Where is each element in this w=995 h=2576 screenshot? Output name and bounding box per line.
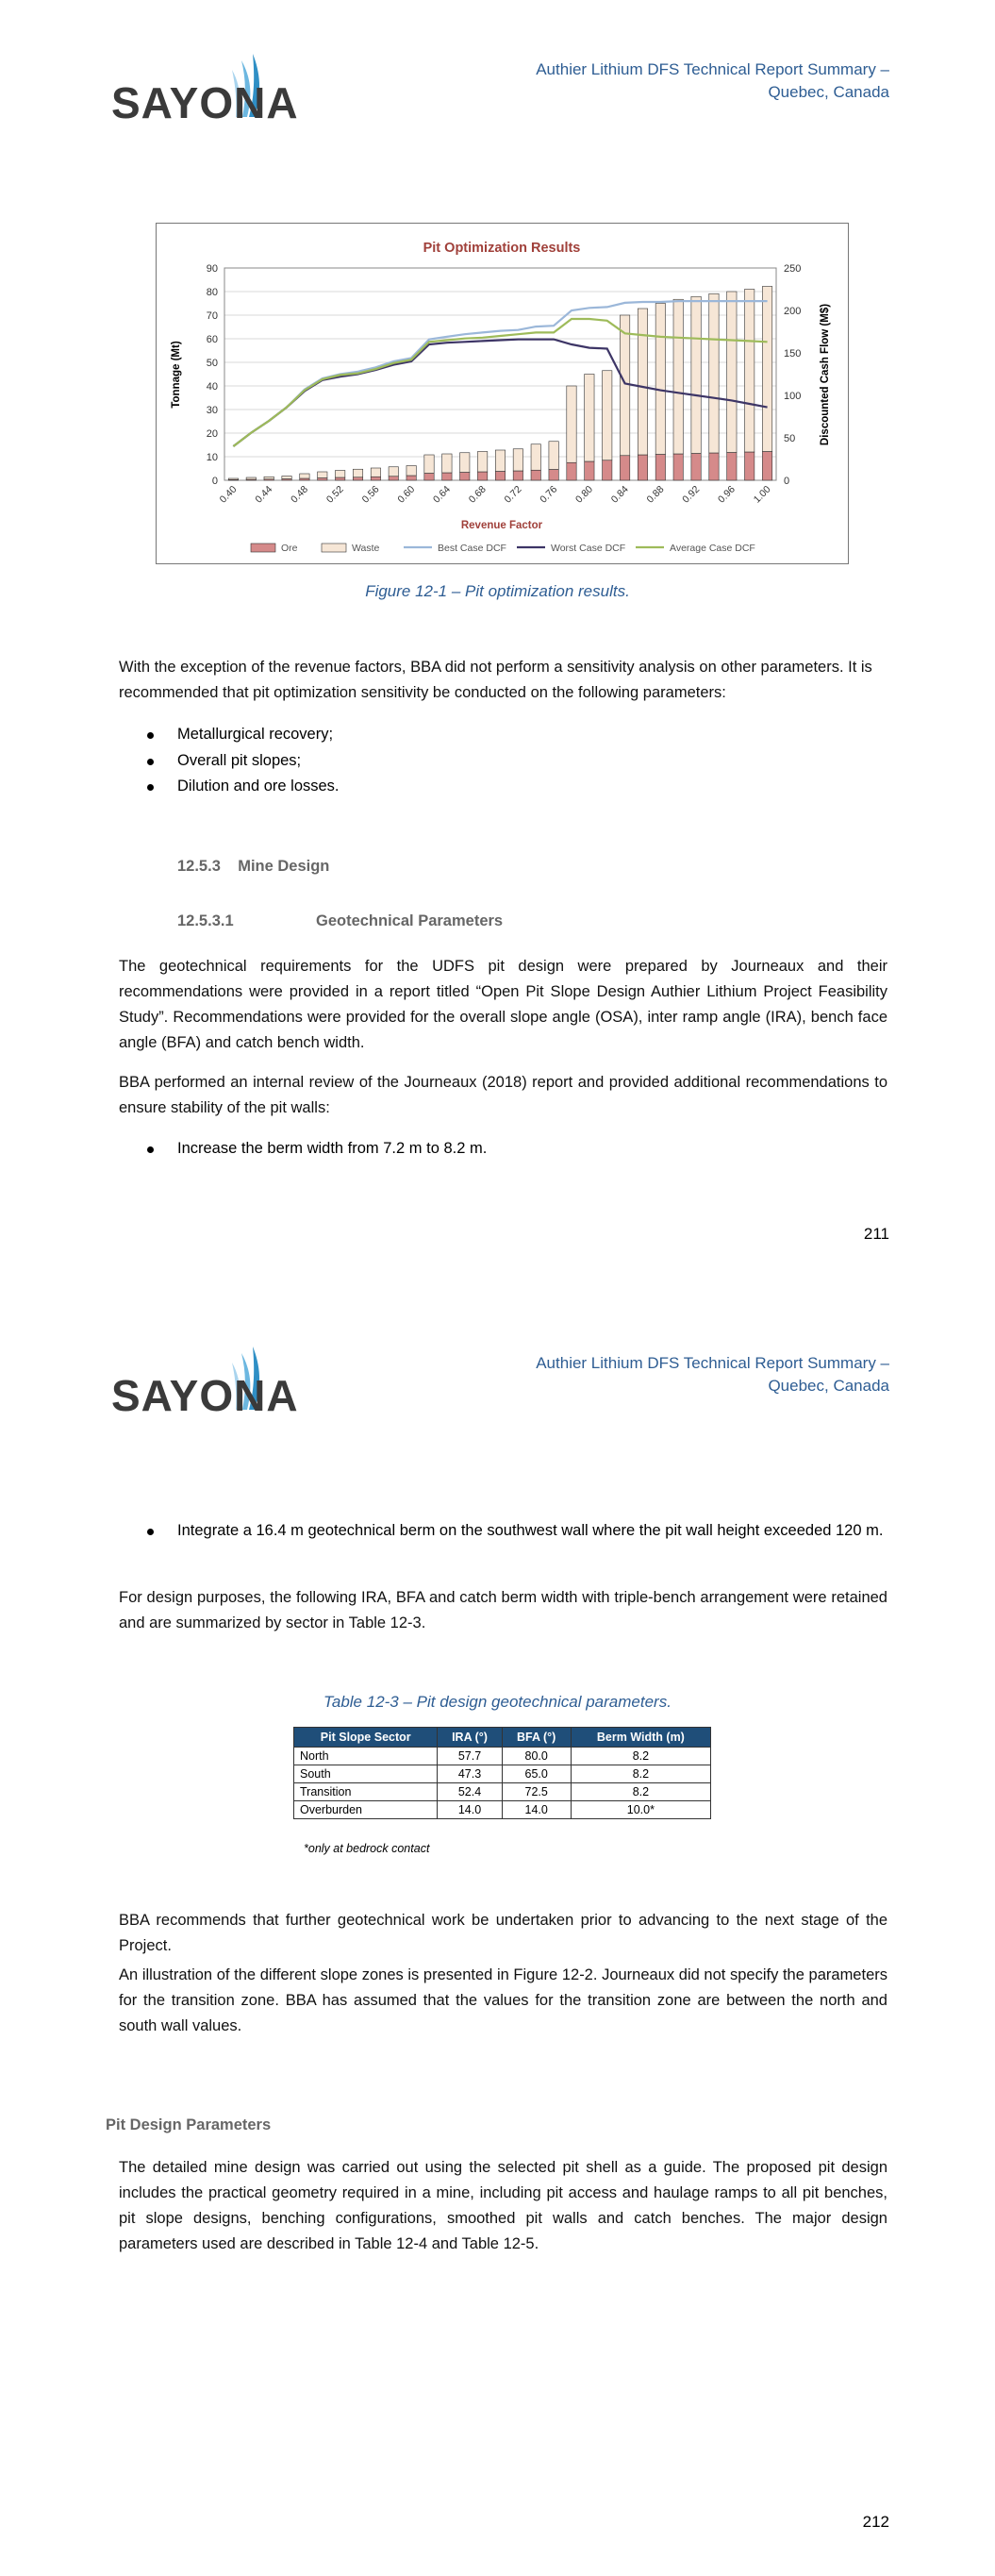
y2-tick-label: 150 [784,348,802,360]
bullet-icon [147,732,154,739]
ore-bar [727,453,737,481]
table-row [294,1765,711,1783]
y-tick-label: 10 [206,452,218,463]
table-row [294,1783,711,1801]
x-tick-label: 0.48 [289,483,311,506]
intro-paragraph: With the exception of the revenue factors, BBA did not perform a sensitivity analysis on other parameters. It is recommended that pit optimization sensitivity be conducted on the following parameters: [119,659,872,701]
ore-bar [762,452,771,481]
waste-bar [424,455,434,474]
y-tick-label: 80 [206,287,218,298]
x-tick-label: 0.88 [644,483,667,506]
column-header: Berm Width (m) [571,1728,710,1748]
header-title-line2: Quebec, Canada [768,83,889,101]
x-tick-label: 0.80 [573,483,595,506]
list-item-text: Increase the berm width from 7.2 m to 8.2 m. [177,1140,488,1157]
sayona-logo [111,1342,299,1422]
y2-tick-label: 0 [784,476,790,487]
waste-bar [335,471,344,478]
table-cell: 52.4 [438,1783,502,1801]
waste-bar [745,290,755,453]
header-title-line2: Quebec, Canada [768,1377,889,1395]
waste-bar [406,466,416,477]
y-tick-label: 50 [206,358,218,369]
x-tick-label: 0.76 [538,483,560,506]
legend-label: Worst Case DCF [551,543,626,554]
waste-bar [709,293,719,453]
subsection-title: Geotechnical Parameters [316,912,504,929]
waste-bar [371,468,380,477]
waste-bar [585,375,594,462]
report-header [536,1352,889,1397]
list-item [119,774,887,800]
review-paragraph: BBA performed an internal review of the Journeaux (2018) report and provided additional recommendations to ensure stability of the pit walls: [119,1074,887,1116]
bullet-icon [147,784,154,791]
legend-label: Ore [281,543,298,554]
ore-bar [531,470,540,480]
waste-bar [727,292,737,453]
logo-text: SAYONA [111,1371,299,1420]
waste-bar [389,467,398,477]
waste-bar [318,472,327,478]
table-cell: North [294,1748,438,1765]
waste-bar [673,299,683,454]
pit-design-paragraph: The detailed mine design was carried out using the selected pit shell as a guide. The proposed pit design includes the practical geometry required in a mine, including pit access and haulage ramps to all pit benches, pit slope designs, benching configurations, smoothed pit walls and catch benches. The major design parameters used are described in Table 12-4 and Table 12-5. [119,2159,887,2252]
bullet-icon [147,1146,154,1153]
chart-plot-area [171,263,831,554]
table-row [294,1801,711,1819]
ore-bar [495,472,505,481]
list-item [119,722,887,748]
y2-tick-label: 200 [784,306,802,317]
column-header: BFA (°) [502,1728,571,1748]
y2-tick-label: 50 [784,433,796,444]
geotechnical-parameters-table [293,1727,711,1819]
waste-bar [460,453,470,473]
x-tick-label: 1.00 [751,483,773,506]
berm-bullet-list [119,1518,887,1545]
ore-bar [318,478,327,481]
table-cell: 8.2 [571,1783,710,1801]
y-tick-label: 60 [206,334,218,345]
x-tick-label: 0.64 [431,483,454,506]
sensitivity-bullet-list [119,722,887,800]
y2-tick-label: 100 [784,391,802,402]
x-tick-label: 0.68 [466,483,489,506]
pit-design-heading: Pit Design Parameters [106,2116,272,2133]
list-item-text: Dilution and ore losses. [177,778,340,795]
ore-bar [709,453,719,480]
page-number: 212 [862,2513,889,2531]
table-cell: 47.3 [438,1765,502,1783]
ore-bar [477,472,487,480]
waste-bar [603,371,612,460]
waste-bar [353,469,362,477]
x-tick-label: 0.40 [217,483,240,506]
y-tick-label: 90 [206,263,218,275]
y-axis-title: Tonnage (Mt) [171,341,182,409]
pit-optimization-chart [156,223,849,564]
list-item-text: Overall pit slopes; [177,751,302,769]
ore-bar [442,473,452,480]
table-row [294,1748,711,1765]
section-heading-mine-design: 12.5.3 Mine Design [177,858,330,875]
ore-bar [585,461,594,480]
design-paragraph: For design purposes, the following IRA, BFA and catch berm width with triple-bench arrangement were retained and are summarized by sector in Table 12-3. [119,1589,887,1631]
x-tick-label: 0.92 [680,483,703,506]
ore-bar [673,454,683,480]
header-title-line1: Authier Lithium DFS Technical Report Summary – [536,60,889,78]
ore-bar [371,477,380,480]
x-axis-title: Revenue Factor [460,520,543,531]
y-tick-label: 20 [206,428,218,440]
legend-label: Waste [352,543,380,554]
waste-bar [246,477,256,479]
y-tick-label: 30 [206,405,218,416]
review-bullet-list [119,1136,887,1163]
x-tick-label: 0.60 [395,483,418,506]
waste-bar [691,296,701,453]
ore-bar [655,455,665,481]
waste-bar [282,477,291,479]
table-cell: 72.5 [502,1783,571,1801]
illustration-paragraph: An illustration of the different slope zones is presented in Figure 12-2. Journeaux did not specify the parameters for the transition zone. BBA has assumed that the values for the transition zone are between the north and south wall values. [119,1966,887,2034]
report-header [536,59,889,104]
table-cell: 65.0 [502,1765,571,1783]
waste-bar [300,474,309,478]
geotechnical-paragraph: The geotechnical requirements for the UDFS pit design were prepared by Journeaux and their recommendations were provided in a report titled “Open Pit Slope Design Authier Lithium Project Feasibility Study”. Recommendations were provided for the overall slope angle (OSA), inter ramp angle (IRA), bench face angle (BFA) and catch bench width. [119,958,887,1051]
y-tick-label: 70 [206,310,218,322]
list-item-text: Integrate a 16.4 m geotechnical berm on the southwest wall where the pit wall height exceeded 120 m. [177,1522,884,1539]
logo-text: SAYONA [111,78,299,127]
column-header: IRA (°) [438,1728,502,1748]
ore-bar [691,454,701,481]
ore-bar [603,460,612,480]
waste-bar [655,304,665,455]
table-cell: 8.2 [571,1748,710,1765]
x-tick-label: 0.84 [608,483,631,506]
table-caption: Table 12-3 – Pit design geotechnical parameters. [323,1693,672,1711]
waste-bar [620,315,629,456]
ore-bar [745,452,755,480]
legend-label: Best Case DCF [438,543,506,554]
waste-bar [228,478,238,479]
x-tick-label: 0.52 [323,483,346,506]
table-cell: Overburden [294,1801,438,1819]
x-tick-label: 0.56 [359,483,382,506]
figure-caption: Figure 12-1 – Pit optimization results. [365,582,630,600]
waste-bar [477,452,487,473]
x-tick-label: 0.96 [716,483,738,506]
ore-bar [460,473,470,481]
dcf-line-worst-case-dcf [233,340,767,446]
ore-bar [513,471,522,480]
ore-bar [620,456,629,480]
legend-label: Average Case DCF [670,543,755,554]
chart-svg [157,224,848,563]
list-item [119,748,887,775]
table-footnote: *only at bedrock contact [304,1842,430,1855]
ore-bar [424,474,434,481]
ore-bar [353,477,362,480]
chart-title: Pit Optimization Results [423,241,581,256]
waste-bar [762,287,771,452]
waste-bar [264,477,274,479]
table-cell: 80.0 [502,1748,571,1765]
ore-bar [406,476,416,480]
table-cell: 8.2 [571,1765,710,1783]
y-tick-label: 40 [206,381,218,393]
x-tick-label: 0.44 [253,483,275,506]
waste-bar [531,444,540,471]
waste-bar [495,450,505,472]
list-item-text: Metallurgical recovery; [177,726,334,743]
header-title-line1: Authier Lithium DFS Technical Report Summary – [536,1354,889,1372]
table-header-row [294,1728,711,1748]
table-cell: 14.0 [438,1801,502,1819]
y2-tick-label: 250 [784,263,802,275]
x-tick-label: 0.72 [502,483,524,506]
bullet-icon [147,759,154,765]
y-tick-label: 0 [211,476,218,487]
ore-bar [549,470,558,481]
list-item [119,1136,887,1163]
table-cell: Transition [294,1783,438,1801]
table-cell: 10.0* [571,1801,710,1819]
table-cell: 14.0 [502,1801,571,1819]
dcf-line-average-case-dcf [233,319,767,446]
sayona-logo [111,49,299,129]
ore-bar [638,455,647,480]
waste-bar [513,449,522,471]
waste-bar [567,386,576,462]
recommendation-paragraph: BBA recommends that further geotechnical work be undertaken prior to advancing to the next stage of the Project. [119,1912,887,1954]
table-cell: South [294,1765,438,1783]
bullet-icon [147,1529,154,1535]
subsection-number: 12.5.3.1 [177,912,234,929]
ore-bar [567,462,576,480]
page-number: 211 [863,1225,889,1243]
ore-bar [389,477,398,480]
waste-bar [549,442,558,470]
dcf-line-best-case-dcf [233,301,767,446]
list-item [119,1518,887,1545]
column-header: Pit Slope Sector [294,1728,438,1748]
table-cell: 57.7 [438,1748,502,1765]
y2-axis-title: Discounted Cash Flow (M$) [820,303,831,446]
ore-bar [335,477,344,480]
waste-bar [442,454,452,473]
legend-swatch [322,544,346,552]
legend-swatch [251,544,275,552]
waste-bar [638,309,647,455]
